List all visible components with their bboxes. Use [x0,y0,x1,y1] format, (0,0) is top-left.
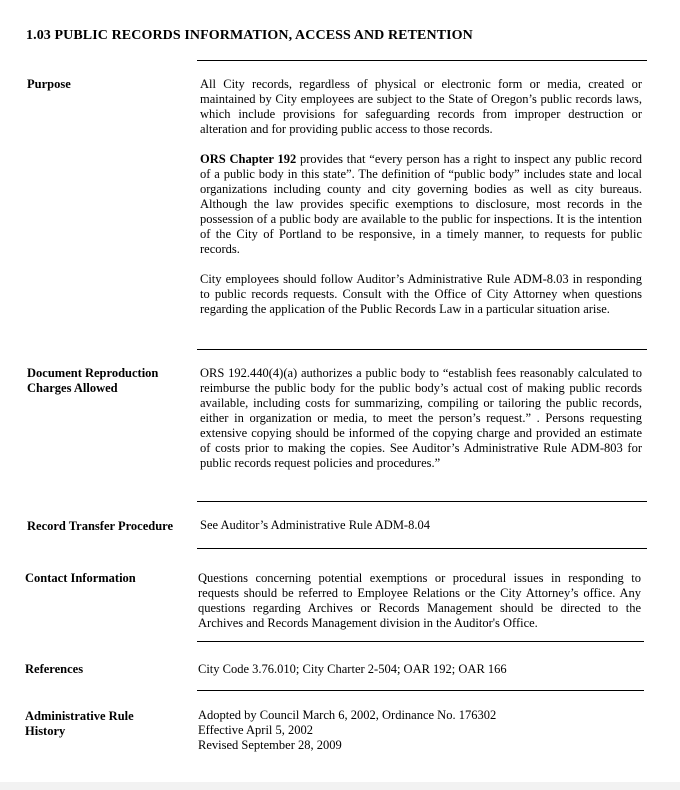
contact-label: Contact Information [25,571,136,585]
section-divider [197,548,647,549]
ors-chapter-reference: ORS Chapter 192 [200,152,297,166]
transfer-label: Record Transfer Procedure [27,519,174,533]
history-revised: Revised September 28, 2009 [198,738,342,752]
purpose-text [200,77,642,317]
history-adopted: Adopted by Council March 6, 2002, Ordinance No. 176302 [198,708,497,722]
references-label: References [25,662,84,676]
purpose-paragraph-2 [200,152,642,257]
history-effective: Effective April 5, 2002 [198,723,314,737]
reproduction-label [27,366,158,396]
section-divider [197,690,644,691]
reproduction-text: ORS 192.440(4)(a) authorizes a public body to “establish fees reasonably calculated to reimburse the public body for the public body’s actual cost of making public records available, including costs for summarizing, compiling or tailoring the public records, either in organization or media, to meet the person’s request.” . Persons requesting extensive copying should be informed of the copying charge and provided an estimate of costs prior to making the copies. See Auditor’s Administrative Rule ADM-803 for public records request policies and procedures.” [200,366,642,470]
contact-text: Questions concerning potential exemptions or procedural issues in responding to requests should be referred to Employee Relations or the City Attorney’s office. Any questions regarding Archives or Records Management should be directed to the Archives and Records Management division in the Auditor's Office. [198,571,641,630]
page-title: 1.03 PUBLIC RECORDS INFORMATION, ACCESS AND RETENTION [26,28,473,43]
history-text [198,708,641,753]
purpose-paragraph-2-text: provides that “every person has a right to inspect any public record of a public body in this state”. The definition of “public body” includes state and local organizations including county and city governing bodies as well as city bureaus. Although the law provides specific exemptions to disclosure, most records in the possession of a public body are available to the public for inspections. It is the intention of the City of Portland to be responsive, in a timely manner, to requests for public records. [200,152,642,256]
section-divider [197,501,647,502]
reproduction-label-line-1: Document Reproduction [27,366,159,380]
history-label [25,709,134,739]
transfer-text: See Auditor’s Administrative Rule ADM-8.04 [200,518,430,532]
section-divider [197,641,644,642]
purpose-label: Purpose [27,77,71,91]
section-divider [197,349,647,350]
page-bottom-edge [0,782,680,790]
history-label-line-2: History [25,724,66,738]
references-text: City Code 3.76.010; City Charter 2-504; OAR 192; OAR 166 [198,662,507,676]
purpose-paragraph-1: All City records, regardless of physical or electronic form or media, created or maintained by City employees are subject to the State of Oregon’s public records laws, which include provisions for safeguarding records from improper destruction or alteration and for providing public access to those records. [200,77,642,136]
purpose-paragraph-3: City employees should follow Auditor’s Administrative Rule ADM-8.03 in responding to public records requests. Consult with the Office of City Attorney when questions regarding the application of the Public Records Law in a particular situation arise. [200,272,642,316]
history-label-line-1: Administrative Rule [25,709,134,723]
reproduction-label-line-2: Charges Allowed [27,381,118,395]
section-divider [197,60,647,61]
